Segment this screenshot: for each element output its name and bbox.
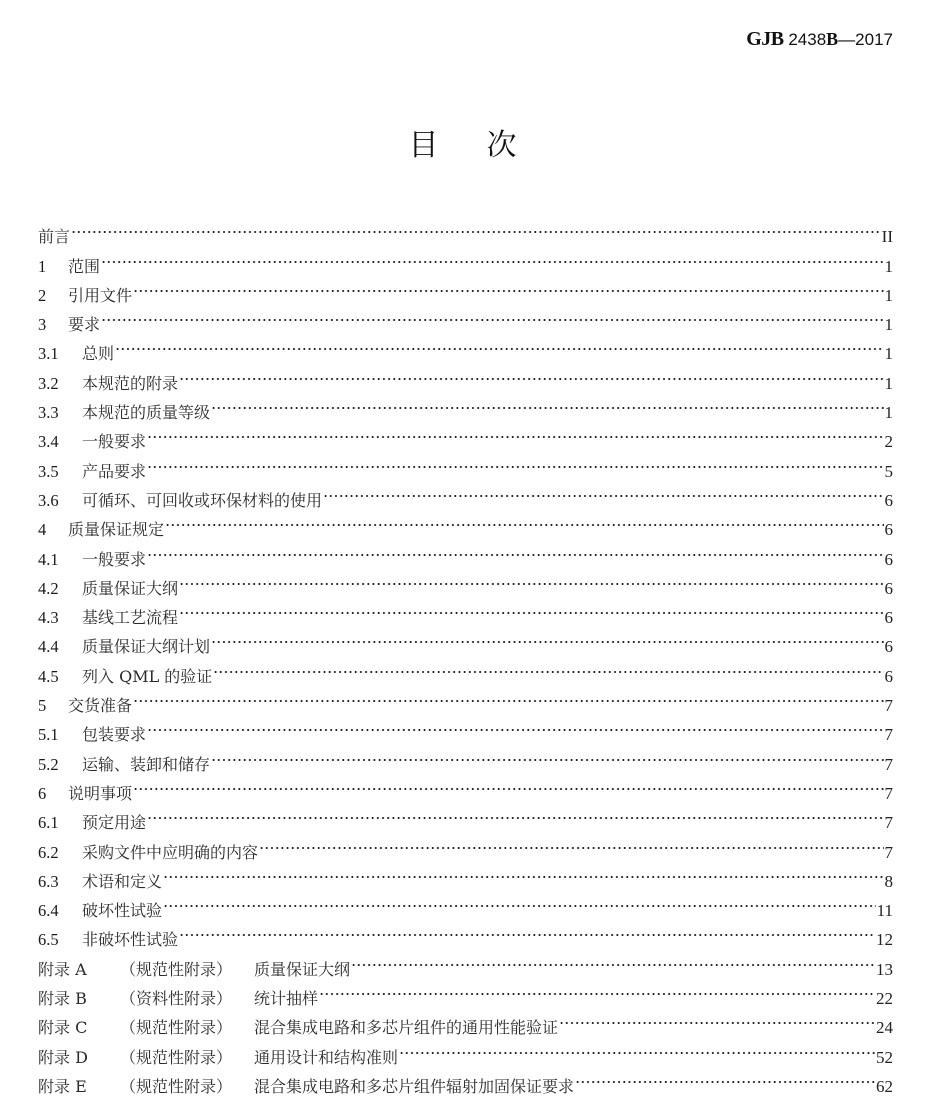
appendix-page: 52 — [876, 1047, 893, 1067]
appendix-label: 附录 C — [38, 1018, 88, 1038]
toc-entry-title: 质量保证规定 — [68, 520, 165, 540]
toc-entry-page: 1 — [884, 256, 893, 276]
toc-entry-title: 本规范的附录 — [82, 373, 179, 393]
toc-entry-page: 1 — [884, 315, 893, 335]
toc-entry-number: 4.2 — [38, 578, 59, 598]
toc-entry-page: 1 — [884, 403, 893, 423]
standard-number — [746, 28, 893, 51]
toc-entry-page: 7 — [884, 783, 893, 803]
appendix-type: （规范性附录） — [120, 1018, 233, 1038]
toc-entry-page: 1 — [884, 344, 893, 364]
toc-entry-title: 预定用途 — [82, 813, 147, 833]
toc-entry[interactable] — [38, 477, 893, 510]
toc-entry-number: 4.4 — [38, 637, 59, 657]
toc-entry[interactable] — [38, 770, 893, 803]
appendix-label: 附录 E — [38, 1076, 87, 1096]
toc-entry-page: 6 — [884, 578, 893, 598]
toc-entry-number: 1 — [38, 256, 47, 276]
toc-entry-page: 6 — [884, 637, 893, 657]
toc-entry-title: 非破坏性试验 — [82, 930, 179, 950]
toc-entry[interactable] — [38, 740, 893, 774]
dot-leader — [211, 740, 883, 769]
toc-entry-title: 基线工艺流程 — [82, 608, 179, 628]
toc-entry-page: 6 — [884, 608, 893, 628]
toc-entry[interactable] — [38, 242, 893, 276]
toc-entry[interactable] — [38, 565, 893, 598]
title-char-1: 目 — [408, 128, 439, 163]
toc-entry-number: 4.3 — [38, 608, 59, 628]
dot-leader — [575, 1063, 875, 1092]
toc-entry-page: 1 — [884, 285, 893, 305]
toc-entry-page: 7 — [884, 696, 893, 716]
dot-leader — [147, 447, 883, 476]
toc-entry-number: 5 — [38, 696, 47, 716]
appendix-label: 附录 D — [38, 1047, 88, 1067]
dot-leader — [165, 506, 883, 535]
toc-entry[interactable] — [38, 301, 893, 335]
toc-entry-page: 6 — [884, 520, 893, 540]
toc-entry-number: 6.1 — [38, 813, 59, 833]
toc-entry-title: 交货准备 — [68, 696, 133, 716]
toc-entry-title: 前言 — [38, 227, 71, 247]
toc-entry-title: 包装要求 — [82, 725, 147, 745]
dot-leader — [115, 330, 883, 359]
appendix-title: 混合集成电路和多芯片组件辐射加固保证要求 — [254, 1076, 575, 1096]
dot-leader — [211, 389, 883, 418]
toc-entry-number: 4.1 — [38, 549, 59, 569]
toc-entry-page: 7 — [884, 725, 893, 745]
toc-entry[interactable] — [38, 535, 893, 569]
toc-entry[interactable] — [38, 272, 893, 305]
toc-entry[interactable] — [38, 506, 893, 540]
toc-entry-title: 破坏性试验 — [82, 901, 163, 921]
dot-leader — [323, 477, 883, 506]
title-char-2: 次 — [486, 128, 517, 163]
dot-leader — [71, 213, 881, 242]
toc-entry[interactable] — [38, 887, 893, 921]
toc-entry-number: 6 — [38, 783, 47, 803]
dot-leader — [319, 975, 875, 1004]
toc-entry-page: 6 — [884, 666, 893, 686]
toc-entry-title: 可循环、可回收或环保材料的使用 — [82, 490, 323, 510]
toc-entry-number: 6.4 — [38, 901, 59, 921]
toc-entry[interactable] — [38, 916, 893, 950]
dot-leader — [147, 535, 883, 564]
toc-entry-page: 7 — [884, 842, 893, 862]
toc-entry-title: 本规范的质量等级 — [82, 403, 211, 423]
dot-leader — [133, 682, 883, 711]
toc-entry-title: 说明事项 — [68, 783, 133, 803]
appendix-page: 13 — [876, 959, 893, 979]
dot-leader — [213, 652, 883, 681]
toc-entry-page: 6 — [884, 490, 893, 510]
toc-entry-title: 范围 — [68, 256, 101, 276]
toc-entry-page: 5 — [884, 461, 893, 481]
dot-leader — [351, 945, 875, 974]
toc-entry[interactable] — [38, 858, 893, 891]
dot-leader — [211, 623, 883, 652]
toc-entry-title: 列入 QML 的验证 — [82, 666, 213, 686]
toc-entry-number: 3.4 — [38, 432, 59, 452]
dot-leader — [179, 916, 875, 945]
standard-year: —2017 — [838, 30, 893, 49]
appendix-type: （规范性附录） — [120, 959, 233, 979]
dot-leader — [259, 828, 883, 857]
dot-leader — [179, 594, 883, 623]
toc-entry-title: 要求 — [68, 315, 101, 335]
dot-leader — [101, 301, 883, 330]
dot-leader — [133, 770, 883, 799]
toc-entry-page: 11 — [876, 901, 893, 921]
toc-entry-title: 一般要求 — [82, 549, 147, 569]
toc-entry[interactable] — [38, 711, 893, 745]
dot-leader — [147, 799, 883, 828]
appendix-label: 附录 B — [38, 989, 87, 1009]
table-of-contents — [38, 213, 893, 1096]
appendix-title: 质量保证大纲 — [254, 959, 351, 979]
toc-entry-title: 术语和定义 — [82, 871, 163, 891]
toc-entry-title: 质量保证大纲 — [82, 578, 179, 598]
page-title — [0, 120, 925, 164]
standard-code: 2438 — [783, 30, 827, 49]
appendix-page: 22 — [876, 989, 893, 1009]
appendix-title: 通用设计和结构准则 — [254, 1047, 399, 1067]
toc-entry-title: 运输、装卸和储存 — [82, 754, 211, 774]
toc-entry-page: 2 — [884, 432, 893, 452]
toc-entry-page: 6 — [884, 549, 893, 569]
dot-leader — [559, 1004, 875, 1033]
toc-entry[interactable] — [38, 682, 893, 716]
toc-entry-number: 3.2 — [38, 373, 59, 393]
dot-leader — [101, 242, 883, 271]
toc-entry-page: 7 — [884, 813, 893, 833]
toc-entry-number: 2 — [38, 285, 47, 305]
toc-entry-title: 总则 — [82, 344, 115, 364]
dot-leader — [179, 565, 883, 594]
standard-prefix: GJB — [746, 28, 784, 50]
dot-leader — [163, 858, 883, 887]
toc-entry-number: 6.3 — [38, 871, 59, 891]
toc-entry-title: 引用文件 — [68, 285, 133, 305]
appendix-page: 24 — [876, 1018, 893, 1038]
appendix-label: 附录 A — [38, 959, 87, 979]
toc-entry-title: 采购文件中应明确的内容 — [82, 842, 259, 862]
dot-leader — [163, 887, 876, 916]
toc-entry-page: 8 — [884, 871, 893, 891]
toc-entry[interactable] — [38, 418, 893, 452]
appendix-title: 混合集成电路和多芯片组件的通用性能验证 — [254, 1018, 559, 1038]
toc-entry-number: 3.1 — [38, 344, 59, 364]
toc-entry-title: 产品要求 — [82, 461, 147, 481]
toc-entry-page: 12 — [876, 930, 893, 950]
toc-entry-number: 3.6 — [38, 490, 59, 510]
toc-entry-number: 4 — [38, 520, 47, 540]
toc-entry-number: 3.3 — [38, 403, 59, 423]
toc-entry-number: 3.5 — [38, 461, 59, 481]
standard-revision: B — [826, 29, 839, 49]
toc-entry-number: 6.5 — [38, 930, 59, 950]
toc-entry-title: 质量保证大纲计划 — [82, 637, 211, 657]
appendix-title: 统计抽样 — [254, 989, 319, 1009]
toc-entry-number: 5.2 — [38, 754, 59, 774]
toc-entry[interactable] — [38, 330, 893, 364]
toc-entry-number: 6.2 — [38, 842, 59, 862]
dot-leader — [133, 272, 883, 301]
dot-leader — [147, 711, 883, 740]
toc-entry[interactable] — [38, 828, 893, 862]
dot-leader — [179, 359, 883, 388]
toc-entry-page: II — [881, 227, 893, 247]
appendix-type: （资料性附录） — [120, 989, 233, 1009]
appendix-type: （规范性附录） — [120, 1076, 233, 1096]
toc-entry-page: 7 — [884, 754, 893, 774]
appendix-type: （规范性附录） — [120, 1047, 233, 1067]
toc-entry-page: 1 — [884, 373, 893, 393]
toc-entry[interactable] — [38, 799, 893, 833]
toc-entry-number: 5.1 — [38, 725, 59, 745]
toc-entry-number: 3 — [38, 315, 47, 335]
appendix-page: 62 — [876, 1076, 893, 1096]
toc-entry[interactable] — [38, 447, 893, 481]
dot-leader — [147, 418, 883, 447]
dot-leader — [399, 1033, 875, 1062]
toc-entry[interactable] — [38, 213, 893, 247]
toc-entry-title: 一般要求 — [82, 432, 147, 452]
toc-entry-number: 4.5 — [38, 666, 59, 686]
toc-entry[interactable] — [38, 359, 893, 393]
